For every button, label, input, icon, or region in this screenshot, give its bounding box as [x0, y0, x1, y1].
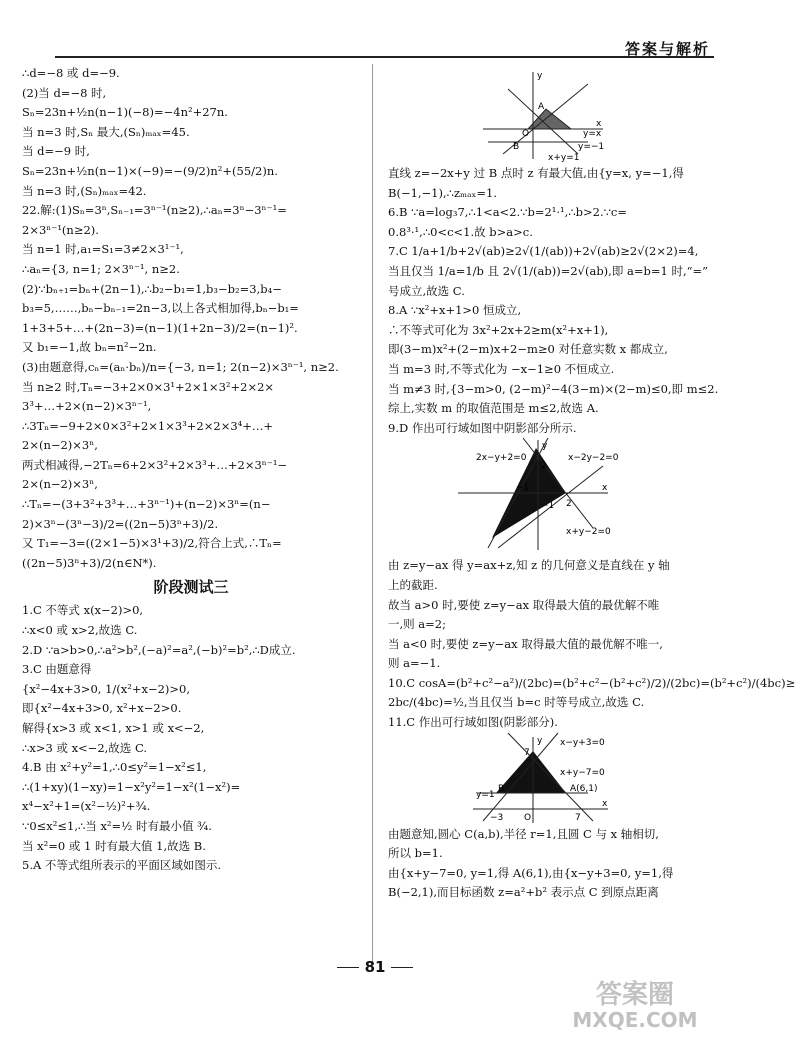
fig3-label-y1: y=1 [476, 789, 495, 800]
text-line: 2×(n−2)×3ⁿ, [22, 438, 98, 453]
text-line: 上的截距. [388, 577, 438, 592]
text-line: 9.D 作出可行域如图中阴影部分所示. [388, 420, 577, 435]
text-line: 2)×3ⁿ−(3ⁿ−3)/2=((2n−5)3ⁿ+3)/2. [22, 516, 219, 531]
text-line: 当 a<0 时,要使 z=y−ax 取得最大值的最优解不唯一, [388, 636, 663, 651]
text-line: 综上,实数 m 的取值范围是 m≤2,故选 A. [388, 401, 599, 416]
text-line: 又 b₁=−1,故 bₙ=n²−2n. [22, 340, 157, 355]
text-line: 当 n=3 时,(Sₙ)ₘₐₓ=42. [22, 183, 147, 198]
text-line: ∴Tₙ=−(3+3²+3³+…+3ⁿ⁻¹)+(n−2)×3ⁿ=(n− [22, 497, 271, 512]
fig3-label-o: O [524, 812, 532, 823]
fig1-label-a: A [538, 102, 545, 112]
text-line: 当且仅当 1/a=1/b 且 2√(1/(ab))=2√(ab),即 a=b=1 时,“=” [388, 263, 708, 278]
text-line: b₃=5,……,bₙ−bₙ₋₁=2n−3,以上各式相加得,bₙ−b₁= [22, 301, 299, 316]
text-line: 2bc/(4bc)=½,当且仅当 b=c 时等号成立,故选 C. [388, 695, 645, 710]
header-rule [55, 56, 714, 58]
right-column [388, 64, 795, 964]
text-line: 一,则 a=2; [388, 617, 446, 632]
text-line: 号成立,故选 C. [388, 283, 465, 298]
text-line: 即(3−m)x²+(2−m)x+2−m≥0 对任意实数 x 都成立, [388, 342, 668, 357]
watermark-line1: 答案圈 [595, 980, 675, 1010]
text-line: 又 T₁=−3=((2×1−5)×3¹+3)/2,符合上式,∴Tₙ= [22, 536, 282, 551]
text-line: 2×(n−2)×3ⁿ, [22, 477, 98, 492]
fig2-label-2a: 2 [541, 461, 547, 472]
fig2-label-m1b: −1 [541, 501, 555, 512]
text-line: ∵0≤x²≤1,∴当 x²=½ 时有最小值 ¾. [22, 818, 212, 833]
column-divider [372, 64, 373, 964]
text-line: B(−1,−1),∴zₘₐₓ=1. [388, 185, 497, 200]
fig2-label-m1a: −1 [516, 483, 530, 494]
left-top-text [22, 64, 360, 573]
fig3-label-y: y [537, 735, 543, 746]
text-line: Sₙ=23n+½n(n−1)×(−9)=−(9/2)n²+(55/2)n. [22, 163, 278, 178]
text-line: 22.解:(1)Sₙ=3ⁿ,Sₙ₋₁=3ⁿ⁻¹(n≥2),∴aₙ=3ⁿ−3ⁿ⁻¹= [22, 203, 287, 218]
text-line: 当 n=3 时,Sₙ 最大,(Sₙ)ₘₐₓ=45. [22, 124, 190, 139]
left-column [22, 64, 360, 964]
text-line: (2)∵bₙ₊₁=bₙ+(2n−1),∴b₂−b₁=1,b₃−b₂=3,b₄− [22, 281, 282, 296]
fig1-label-y: y [537, 71, 543, 81]
text-line: Sₙ=23n+½n(n−1)(−8)=−4n²+27n. [22, 105, 228, 120]
right-text-a [388, 164, 718, 438]
text-line: 当 m≠3 时,{3−m>0, (2−m)²−4(3−m)×(2−m)≤0,即 m≤2. [388, 381, 719, 396]
text-line: 4.B 由 x²+y²=1,∴0≤y²=1−x²≤1, [22, 760, 207, 775]
text-line: x⁴−x²+1=(x²−½)²+¾. [22, 799, 151, 814]
text-line: ∴(1+xy)(1−xy)=1−x²y²=1−x²(1−x²)= [22, 779, 241, 794]
fig3-label-7b: 7 [575, 812, 581, 823]
text-line: ∴3Tₙ=−9+2×0×3²+2×1×3³+2×2×3⁴+…+ [22, 418, 274, 433]
watermark-line2: MXQE.COM [572, 1008, 698, 1032]
text-line: 即{x²−4x+3>0, x²+x−2>0. [22, 701, 182, 716]
text-line: 2×3ⁿ⁻¹(n≥2). [22, 222, 99, 237]
section-title: 阶段测试三 [153, 578, 229, 597]
fig1-label-x: x [596, 119, 602, 129]
fig3-label-7a: 7 [524, 747, 530, 758]
text-line: 故当 a>0 时,要使 z=y−ax 取得最大值的最优解不唯 [388, 597, 660, 612]
text-line: 当 d=−9 时, [22, 144, 90, 159]
text-line: 当 m=3 时,不等式化为 −x−1≥0 不恒成立. [388, 361, 615, 376]
text-line: 7.C 1/a+1/b+2√(ab)≥2√(1/(ab))+2√(ab)≥2√(2×2)=4, [388, 244, 699, 259]
fig2-label-2b: 2 [566, 499, 572, 510]
text-line: ((2n−5)3ⁿ+3)/2(n∈N*). [22, 555, 157, 570]
fig3-label-a: A(6,1) [570, 783, 598, 794]
text-line: B(−2,1),而目标函数 z=a²+b² 表示点 C 到原点距离 [388, 885, 659, 900]
text-line: (3)由题意得,cₙ=(aₙ·bₙ)/n={−3, n=1; 2(n−2)×3ⁿ⁻¹, n≥2. [22, 359, 339, 374]
text-line: {x²−4x+3>0, 1/(x²+x−2)>0, [22, 681, 191, 696]
text-line: ∴不等式可化为 3x²+2x+2≥m(x²+x+1), [388, 322, 609, 337]
text-line: 直线 z=−2x+y 过 B 点时 z 有最大值,由{y=x, y=−1,得 [388, 166, 684, 180]
text-line: 2.D ∵a>b>0,∴a²>b²,(−a)²=a²,(−b)²=b²,∴D成立. [22, 642, 296, 657]
watermark-logo [540, 975, 730, 1033]
fig1-label-yx: y=x [583, 129, 602, 139]
text-line: 由{x+y−7=0, y=1,得 A(6,1),由{x−y+3=0, y=1,得 [388, 865, 674, 880]
text-line: 3.C 由题意得 [22, 662, 92, 677]
figure-5-region [388, 64, 718, 164]
figure-11-region [388, 733, 718, 825]
fig1-label-ym1: y=−1 [578, 142, 605, 152]
fig2-label-line1: 2x−y+2=0 [476, 453, 527, 464]
fig3-label-x: x [602, 798, 608, 809]
fig1-label-xy1: x+y=1 [548, 153, 580, 163]
text-line: 所以 b=1. [388, 846, 443, 861]
text-line: 6.B ∵a=log₃7,∴1<a<2.∵b=2¹·¹,∴b>2.∵c= [388, 205, 628, 220]
text-line: 当 n=1 时,a₁=S₁=3≠2×3¹⁻¹, [22, 242, 184, 257]
fig1-label-o: O [522, 129, 530, 139]
text-line: 11.C 作出可行域如图(阴影部分). [388, 715, 558, 730]
figure-9-region [388, 438, 718, 556]
right-text-c [388, 825, 718, 903]
fig1-label-b: B [513, 142, 520, 152]
text-line: 1+3+5+…+(2n−3)=(n−1)(1+2n−3)/2=(n−1)². [22, 320, 298, 335]
text-line: 3³+…+2×(n−2)×3ⁿ⁻¹, [22, 399, 152, 414]
fig3-label-b: B [498, 783, 505, 794]
text-line: (2)当 d=−8 时, [22, 85, 107, 100]
text-line: 8.A ∵x²+x+1>0 恒成立, [388, 303, 522, 318]
text-line: 5.A 不等式组所表示的平面区域如图示. [22, 858, 222, 873]
text-line: 0.8³·¹,∴0<c<1.故 b>a>c. [388, 224, 533, 239]
fig3-label-line2: x+y−7=0 [560, 767, 605, 778]
text-line: ∴x<0 或 x>2,故选 C. [22, 623, 138, 638]
fig3-label-m3: −3 [490, 812, 504, 823]
fig3-label-line1: x−y+3=0 [560, 737, 605, 748]
text-line: ∴x>3 或 x<−2,故选 C. [22, 740, 147, 755]
text-line: 当 x²=0 或 1 时有最大值 1,故选 B. [22, 838, 206, 853]
text-line: 10.C cosA=(b²+c²−a²)/(2bc)=(b²+c²−(b²+c²)/2)/(2bc)=(b²+c²)/(4bc)≥ [388, 675, 795, 690]
text-line: ∴d=−8 或 d=−9. [22, 66, 120, 80]
text-line: 则 a=−1. [388, 656, 441, 671]
text-line: 由题意知,圆心 C(a,b),半径 r=1,且圆 C 与 x 轴相切, [388, 826, 659, 841]
text-line: 1.C 不等式 x(x−2)>0, [22, 603, 144, 618]
fig2-label-line3: x+y−2=0 [566, 527, 611, 538]
fig2-label-y: y [542, 441, 548, 452]
text-line: 由 z=y−ax 得 y=ax+z,知 z 的几何意义是直线在 y 轴 [388, 558, 670, 573]
text-line: 当 n≥2 时,Tₙ=−3+2×0×3¹+2×1×3²+2×2× [22, 379, 275, 394]
fig2-label-x: x [602, 483, 608, 494]
left-bottom-text [22, 601, 360, 875]
header-title: 答案与解析 [624, 40, 710, 58]
page-number: 81 [0, 958, 750, 976]
text-line: 两式相减得,−2Tₙ=6+2×3²+2×3³+…+2×3ⁿ⁻¹− [22, 457, 288, 472]
text-line: 解得{x>3 或 x<1, x>1 或 x<−2, [22, 721, 205, 735]
text-line: ∴aₙ={3, n=1; 2×3ⁿ⁻¹, n≥2. [22, 261, 180, 276]
right-text-b [388, 556, 795, 732]
fig2-label-line2: x−2y−2=0 [568, 453, 619, 464]
